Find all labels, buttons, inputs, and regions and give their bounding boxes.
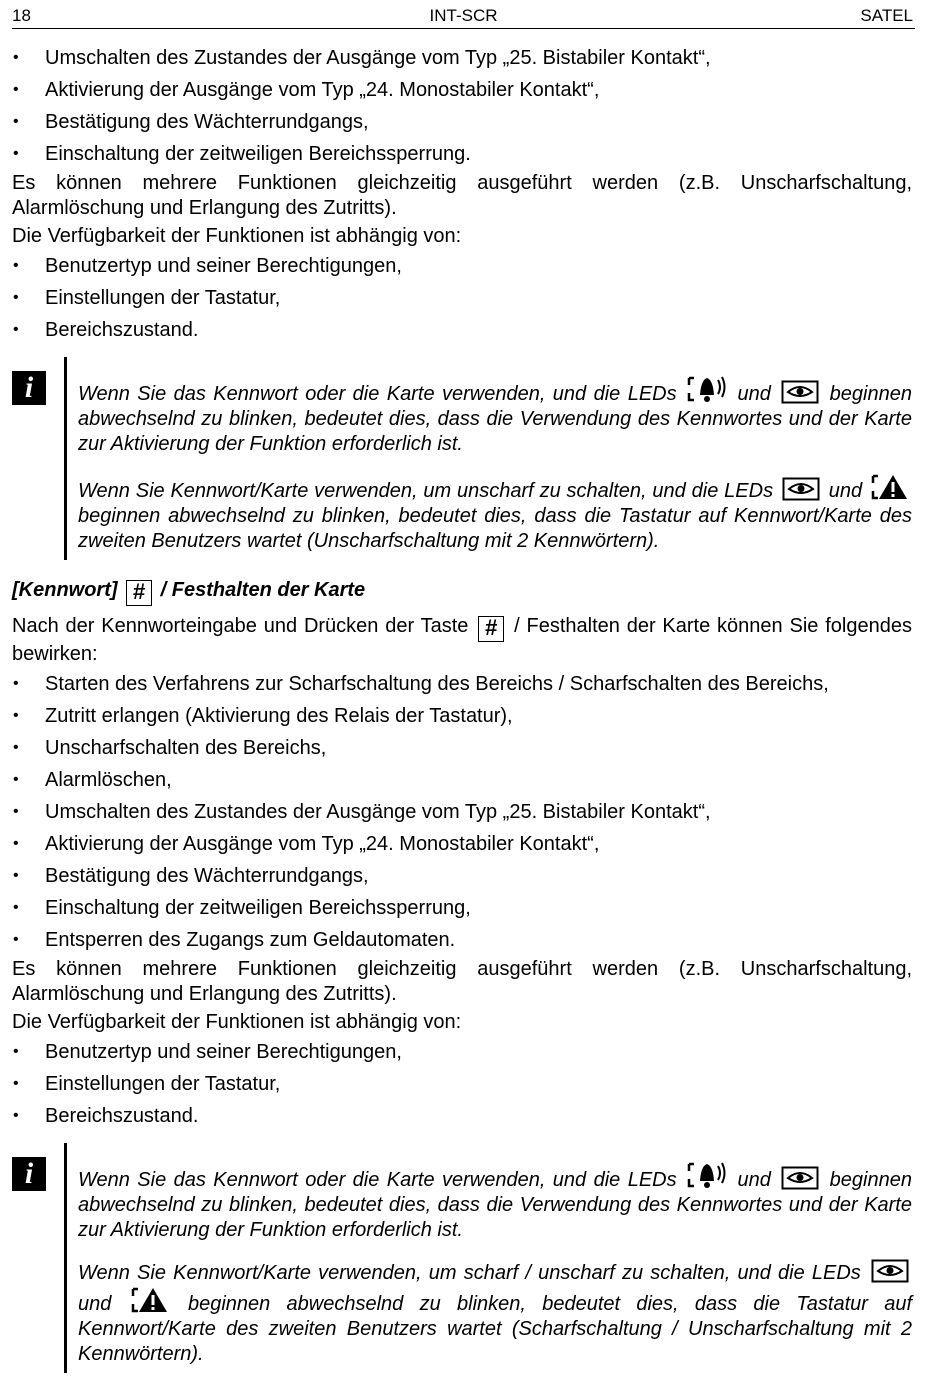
eye-service-led-icon — [781, 380, 819, 404]
bullet-dot-icon: • — [13, 81, 19, 98]
list-item: • Benutzertyp und seiner Berechtigungen, — [12, 251, 912, 283]
list-item: • Einschaltung der zeitweiligen Bereichssperrung, — [12, 893, 912, 925]
list-item: • Bestätigung des Wächterrundgangs, — [12, 861, 912, 893]
paragraph: Es können mehrere Funktionen gleichzeitig ausgeführt werden (z.B. Unscharfschaltung, Alarmlöschung und Erlangung des Zutritts). — [12, 958, 912, 1005]
bullet-list — [12, 669, 912, 957]
bullet-dot-icon: • — [13, 707, 19, 724]
bullet-list — [12, 251, 912, 347]
info-note — [12, 1143, 912, 1373]
eye-service-led-icon — [871, 1259, 909, 1283]
list-item: • Entsperren des Zugangs zum Geldautomaten. — [12, 925, 912, 957]
list-item: • Bestätigung des Wächterrundgangs, — [12, 107, 912, 139]
bullet-dot-icon: • — [13, 931, 19, 948]
bullet-dot-icon: • — [13, 867, 19, 884]
bullet-dot-icon: • — [13, 145, 19, 162]
list-item: • Einstellungen der Tastatur, — [12, 283, 912, 315]
bullet-dot-icon: • — [13, 1043, 19, 1060]
list-item: • Umschalten des Zustandes der Ausgänge vom Typ „25. Bistabiler Kontakt“, — [12, 797, 912, 829]
list-item: • Starten des Verfahrens zur Scharfschaltung des Bereichs / Scharfschalten des Bereichs, — [12, 669, 912, 701]
info-icon: i — [12, 371, 46, 405]
warning-triangle-led-icon — [131, 1286, 169, 1314]
eye-service-led-icon — [782, 477, 820, 501]
bullet-dot-icon: • — [13, 113, 19, 130]
bullet-dot-icon: • — [13, 899, 19, 916]
hash-key-icon: # — [478, 616, 504, 642]
alarm-bell-led-icon — [687, 1160, 727, 1190]
paragraph: Die Verfügbarkeit der Funktionen ist abhängig von: — [12, 1011, 462, 1033]
brand-name: SATEL — [860, 6, 913, 25]
info-icon: i — [12, 1157, 46, 1191]
bullet-dot-icon: • — [13, 835, 19, 852]
bullet-dot-icon: • — [13, 739, 19, 756]
eye-service-led-icon — [781, 1166, 819, 1190]
section-heading: [Kennwort] # / Festhalten der Karte — [12, 579, 366, 604]
alarm-bell-led-icon — [687, 374, 727, 404]
bullet-dot-icon: • — [13, 321, 19, 338]
paragraph: Nach der Kennworteingabe und Drücken der Taste # / Festhalten der Karte können Sie folgendes bewirken: — [12, 615, 912, 665]
list-item: • Aktivierung der Ausgänge vom Typ „24. Monostabiler Kontakt“, — [12, 75, 912, 107]
bullet-dot-icon: • — [13, 771, 19, 788]
note-bar — [64, 357, 67, 560]
list-item: • Einstellungen der Tastatur, — [12, 1069, 912, 1101]
list-item: • Bereichszustand. — [12, 315, 912, 347]
page-header — [12, 4, 915, 29]
list-item: • Aktivierung der Ausgänge vom Typ „24. Monostabiler Kontakt“, — [12, 829, 912, 861]
page-content — [12, 43, 912, 1373]
list-item: • Zutritt erlangen (Aktivierung des Relais der Tastatur), — [12, 701, 912, 733]
bullet-dot-icon: • — [13, 257, 19, 274]
bullet-dot-icon: • — [13, 49, 19, 66]
list-item: • Einschaltung der zeitweiligen Bereichssperrung. — [12, 139, 912, 171]
warning-triangle-led-icon — [871, 473, 909, 501]
list-item: • Benutzertyp und seiner Berechtigungen, — [12, 1037, 912, 1069]
page-number: 18 — [12, 6, 31, 25]
bullet-list — [12, 43, 912, 171]
bullet-dot-icon: • — [13, 1075, 19, 1092]
note-paragraph: Wenn Sie Kennwort/Karte verwenden, um unscharf zu schalten, und die LEDs und beginnen abwechselnd zu blinken, bedeutet dies, dass die Tastatur auf Kennwort/Karte des zweiten Benutzers wartet (Unscharfschaltung mit 2 Kennwörtern). — [78, 473, 912, 554]
bullet-dot-icon: • — [13, 803, 19, 820]
info-note — [12, 357, 912, 560]
note-paragraph: Wenn Sie das Kennwort oder die Karte verwenden, und die LEDs und beginnen abwechselnd zu blinken, bedeutet dies, dass die Verwendung des Kennwortes und der Karte zur Aktivierung der Funktion erforderlich ist. — [78, 374, 912, 457]
list-item: • Umschalten des Zustandes der Ausgänge vom Typ „25. Bistabiler Kontakt“, — [12, 43, 912, 75]
note-paragraph: Wenn Sie das Kennwort oder die Karte verwenden, und die LEDs und beginnen abwechselnd zu blinken, bedeutet dies, dass die Verwendung des Kennwortes und der Karte zur Aktivierung der Funktion erforderlich ist. — [78, 1160, 912, 1243]
bullet-dot-icon: • — [13, 1107, 19, 1124]
bullet-list — [12, 1037, 912, 1133]
list-item: • Bereichszustand. — [12, 1101, 912, 1133]
document-title: INT-SCR — [429, 6, 498, 25]
paragraph: Die Verfügbarkeit der Funktionen ist abhängig von: — [12, 225, 462, 247]
hash-key-icon: # — [126, 580, 152, 606]
list-item: • Alarmlöschen, — [12, 765, 912, 797]
list-item: • Unscharfschalten des Bereichs, — [12, 733, 912, 765]
note-bar — [64, 1143, 67, 1373]
bullet-dot-icon: • — [13, 675, 19, 692]
note-paragraph: Wenn Sie Kennwort/Karte verwenden, um scharf / unscharf zu schalten, und die LEDs und beginnen abwechselnd zu blinken, bedeutet dies, dass die Tastatur auf Kennwort/Karte des zweiten Benutzers wartet (Scharfschaltung / Unscharfschaltung mit 2 Kennwörtern). — [78, 1259, 912, 1367]
paragraph: Es können mehrere Funktionen gleichzeitig ausgeführt werden (z.B. Unscharfschaltung, Alarmlöschung und Erlangung des Zutritts). — [12, 172, 912, 219]
bullet-dot-icon: • — [13, 289, 19, 306]
